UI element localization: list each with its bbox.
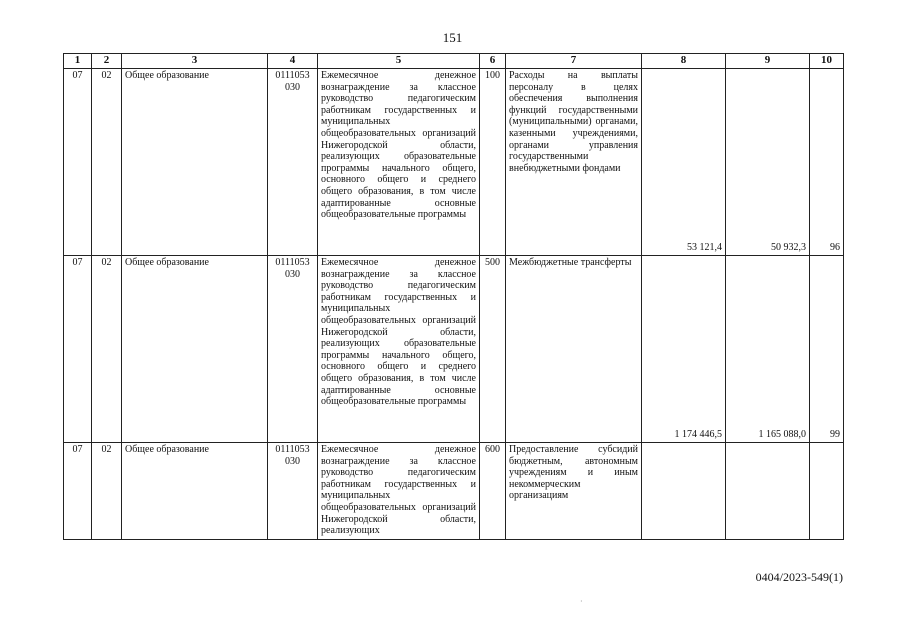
planned-amount xyxy=(642,443,726,540)
budget-table xyxy=(63,53,844,540)
section-name: Общее образование xyxy=(122,69,268,256)
scan-speck: · xyxy=(580,597,583,606)
executed-amount: 50 932,3 xyxy=(726,69,810,256)
target-article-code: 0111053 030 xyxy=(268,69,318,256)
planned-amount: 53 121,4 xyxy=(642,69,726,256)
section-name: Общее образование xyxy=(122,256,268,443)
table-header-row xyxy=(64,54,844,69)
header-cell: 5 xyxy=(318,54,480,69)
subsection-code: 02 xyxy=(92,256,122,443)
header-cell: 6 xyxy=(480,54,506,69)
header-cell: 7 xyxy=(506,54,642,69)
target-article-name: Ежемесячное денежное вознаграждение за классное руководство педагогическим работникам государственных и муниципальных общеобразовательных организаций Нижегородской области, реализующих образовательные программы начального общего, основного общего и среднего общего образования, в том числе адаптированные основные общеобразовательные программы xyxy=(318,69,480,256)
expense-type-name: Расходы на выплаты персоналу в целях обеспечения выполнения функций государственными (муниципальными) органами, казенными учреждениями, органами управления государственными внебюджетными фондами xyxy=(506,69,642,256)
execution-percent: 99 xyxy=(810,256,844,443)
target-article-name: Ежемесячное денежное вознаграждение за классное руководство педагогическим работникам государственных и муниципальных общеобразовательных организаций Нижегородской области, реализующих xyxy=(318,443,480,540)
target-article-code: 0111053 030 xyxy=(268,256,318,443)
expense-type-code: 600 xyxy=(480,443,506,540)
table-row xyxy=(64,69,844,256)
header-cell: 9 xyxy=(726,54,810,69)
section-code: 07 xyxy=(64,256,92,443)
expense-type-name: Межбюджетные трансферты xyxy=(506,256,642,443)
header-cell: 8 xyxy=(642,54,726,69)
target-article-code: 0111053 030 xyxy=(268,443,318,540)
section-code: 07 xyxy=(64,69,92,256)
subsection-code: 02 xyxy=(92,69,122,256)
target-article-name: Ежемесячное денежное вознаграждение за классное руководство педагогическим работникам государственных и муниципальных общеобразовательных организаций Нижегородской области, реализующих образовательные программы начального общего, основного общего и среднего общего образования, в том числе адаптированные основные общеобразовательные программы xyxy=(318,256,480,443)
expense-type-code: 500 xyxy=(480,256,506,443)
document-code: 0404/2023-549(1) xyxy=(755,570,843,584)
execution-percent: 96 xyxy=(810,69,844,256)
executed-amount: 1 165 088,0 xyxy=(726,256,810,443)
table-row xyxy=(64,256,844,443)
header-cell: 3 xyxy=(122,54,268,69)
header-cell: 1 xyxy=(64,54,92,69)
executed-amount xyxy=(726,443,810,540)
section-name: Общее образование xyxy=(122,443,268,540)
subsection-code: 02 xyxy=(92,443,122,540)
table-row xyxy=(64,443,844,540)
header-cell: 10 xyxy=(810,54,844,69)
expense-type-code: 100 xyxy=(480,69,506,256)
page-number: 151 xyxy=(442,30,463,45)
section-code: 07 xyxy=(64,443,92,540)
header-cell: 4 xyxy=(268,54,318,69)
execution-percent xyxy=(810,443,844,540)
header-cell: 2 xyxy=(92,54,122,69)
expense-type-name: Предоставление субсидий бюджетным, автономным учреждениям и иным некоммерческим организациям xyxy=(506,443,642,540)
planned-amount: 1 174 446,5 xyxy=(642,256,726,443)
